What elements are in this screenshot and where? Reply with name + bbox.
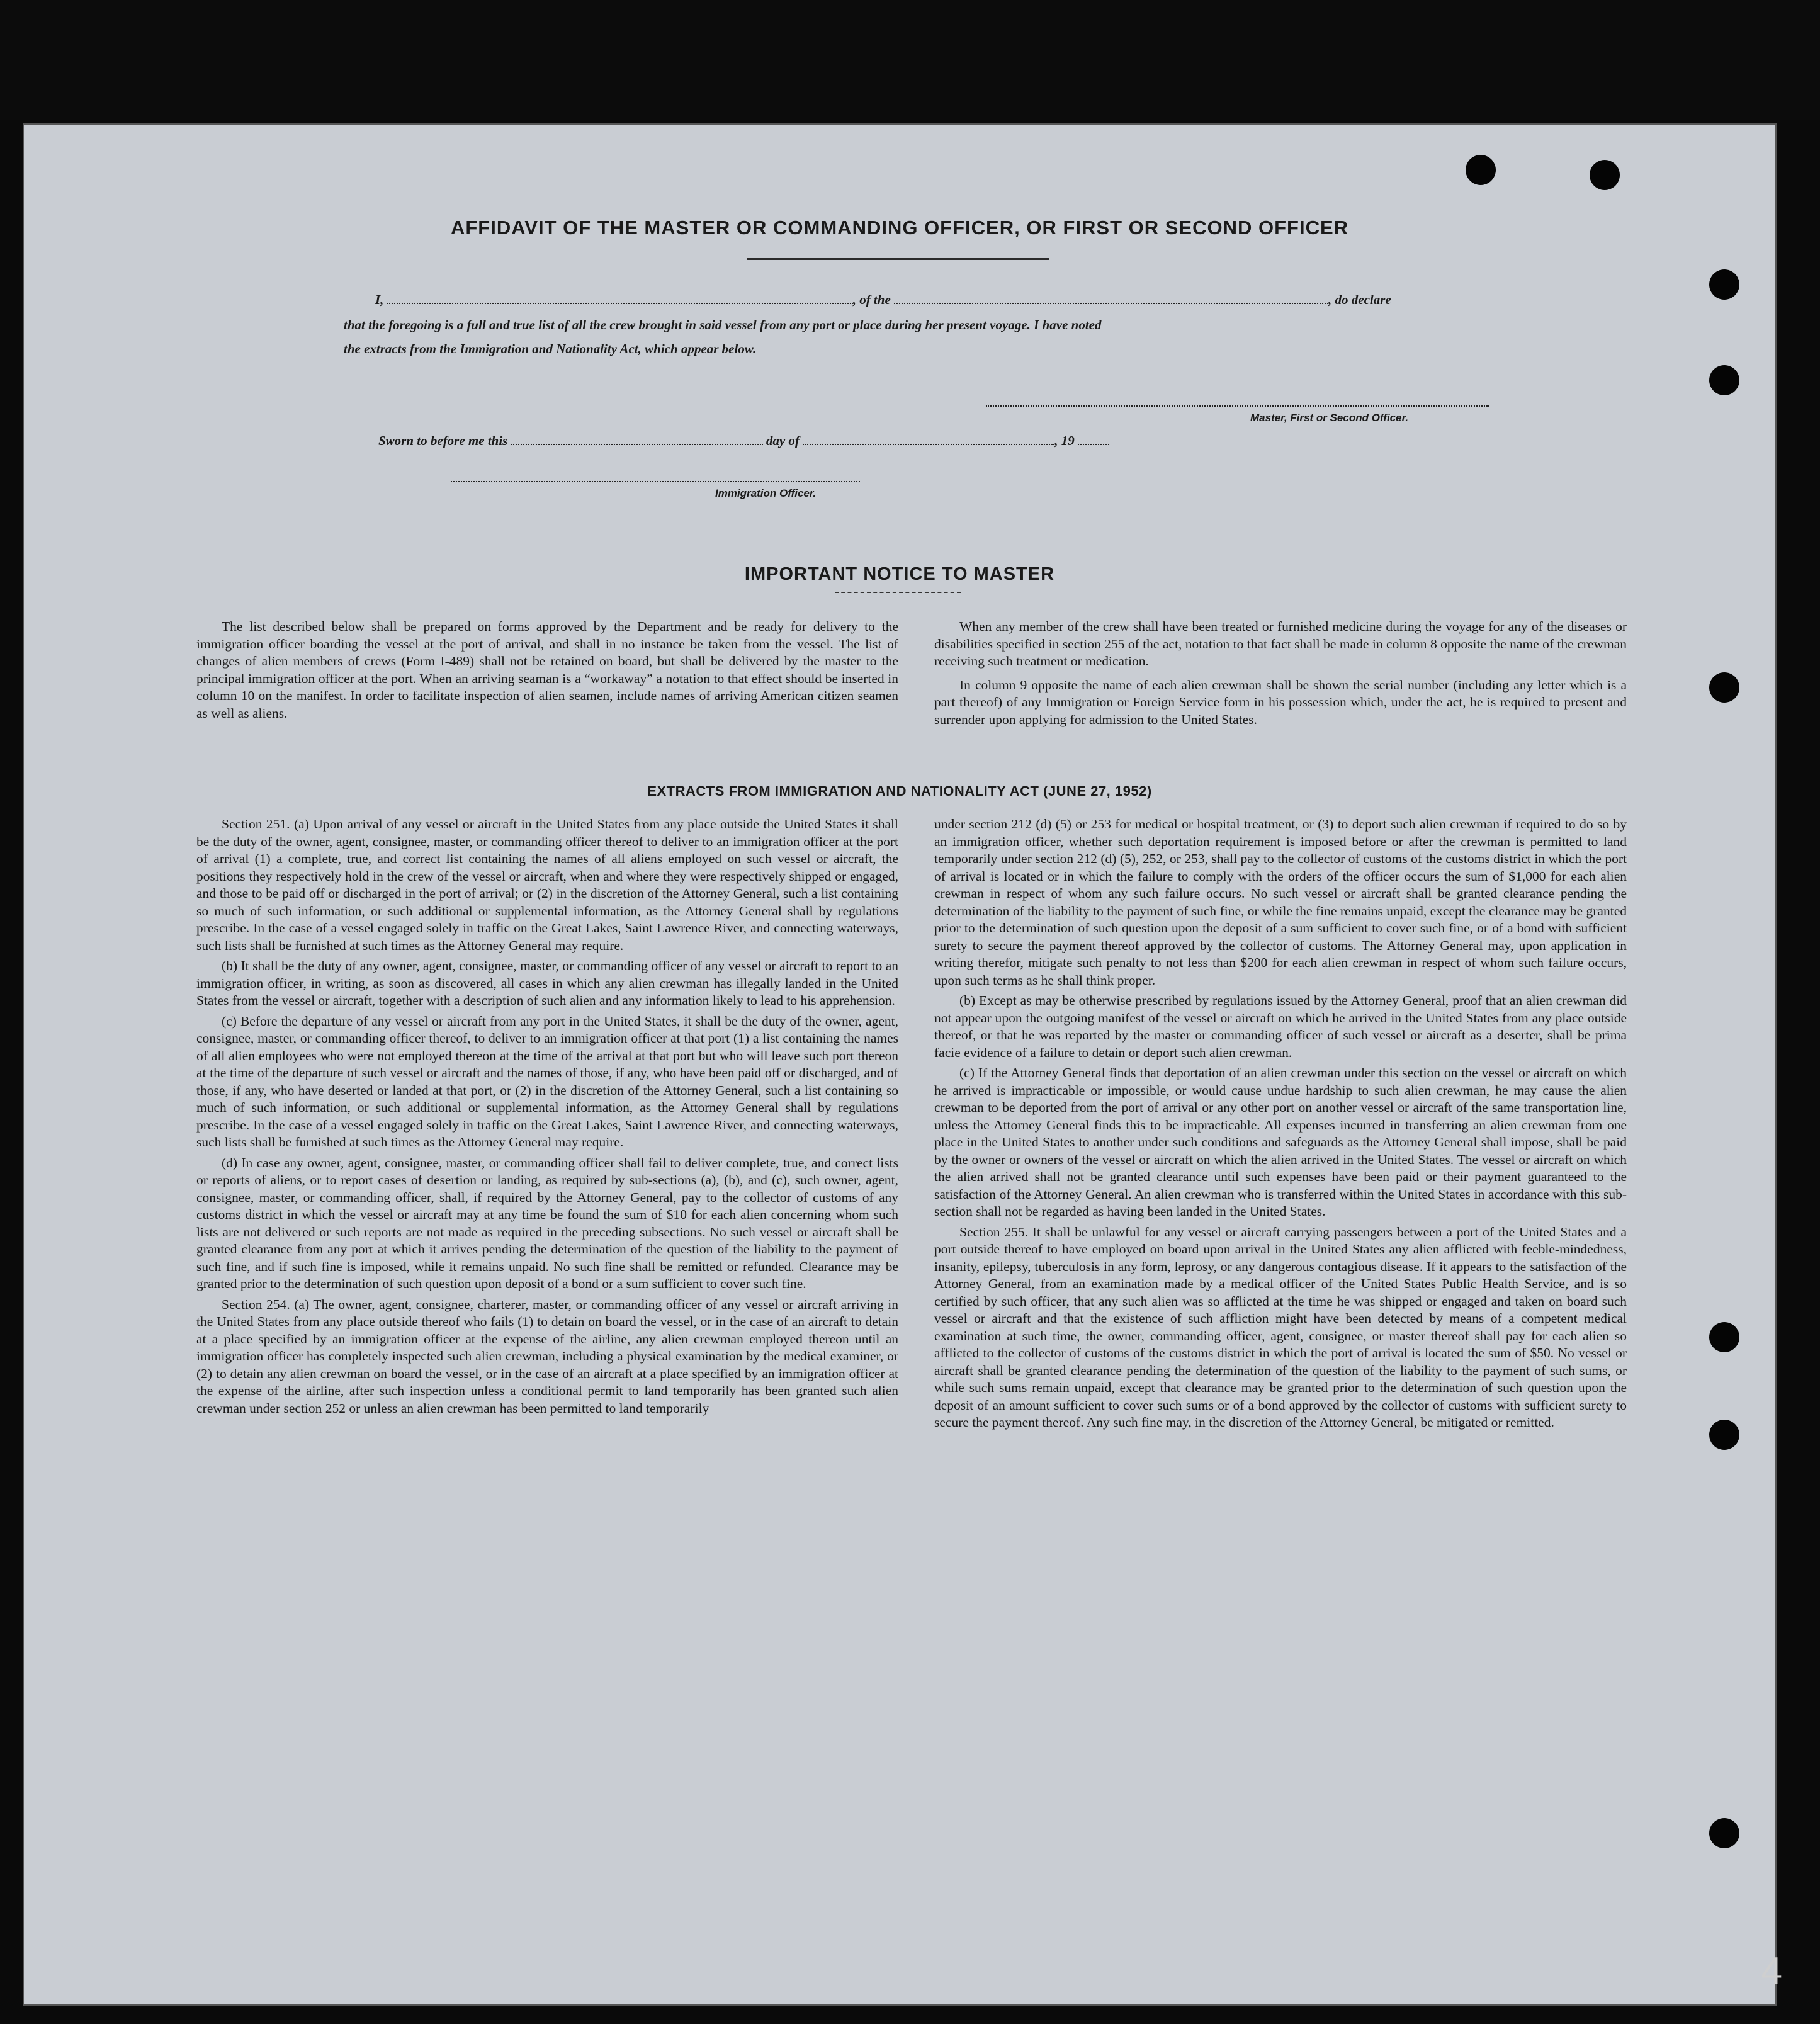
extracts-right-column xyxy=(934,816,1627,1435)
notice-right-paragraph-1: When any member of the crew shall have been treated or furnished medicine during the voyage for any of the diseases or disabilities specified in section 255 of the act, notation to that fact shall be made in column 8 opposite the name of the crewman receiving such treatment or medication. xyxy=(934,619,1627,669)
section-251-d: (d) In case any owner, agent, consignee, master, or commanding officer shall fail to deliver complete, true, and correct lists or reports of aliens, or to report cases of desertion or landing, as required by sub-sections (a), (b), and (c), such owner, agent, consignee, master, or commanding officer, shall, if required by the Attorney General, pay to the collector of customs of any customs district in which the vessel or aircraft may at any time be found the sum of $10 for each alien concerning whom such lists are not delivered or such reports are not made as required in the preceding subsections. No such vessel or aircraft shall be granted clearance from any port at which it arrives pending the determination of the question of the liability to the payment of such fine, and if such fine is imposed, while it remains unpaid. No such fine shall be remitted or refunded. Clearance may be granted prior to the determination of such question upon deposit of a bond or a sum sufficient to cover such fine. xyxy=(196,1155,898,1291)
section-254-b: (b) Except as may be otherwise prescribed by regulations issued by the Attorney General, proof that an alien crewman did not appear upon the outgoing manifest of the vessel or aircraft on which he arrived in the United States from any place outside thereof, or that he was reported by the master or commanding officer of such vessel or aircraft as a deserter, shall be prima facie evidence of a failure to detain or deport such alien crewman. xyxy=(934,993,1627,1060)
vessel-blank[interactable] xyxy=(894,302,1328,304)
sworn-line xyxy=(378,433,1109,449)
master-signature-line[interactable] xyxy=(986,405,1489,407)
affidavit-line1 xyxy=(375,292,1391,308)
document-sheet xyxy=(23,123,1777,2006)
punch-hole xyxy=(1709,269,1739,300)
affidavit-i: I, xyxy=(375,292,384,307)
section-254-c: (c) If the Attorney General finds that deportation of an alien crewman under this section on the vessel or aircraft on which he arrived is impracticable or impossible, or would cause undue hardship to such alien crewman, he may cause the alien crewman to be deported from the port of arrival or any other port on another vessel or aircraft of the same transportation line, unless the Attorney General finds this to be impracticable. All expenses incurred in transferring an alien crewman from one place in the United States to another under such conditions and safeguards as the Attorney General shall impose, shall be paid by the owner or owners of the vessel or aircraft on which the alien arrived in the United States. The vessel or aircraft on which the alien arrived shall not be granted clearance until such expenses have been paid or their payment guaranteed to the satisfaction of the Attorney General. An alien crewman who is transferred within the United States in accordance with this sub-section shall not be regarded as having been landed in the United States. xyxy=(934,1065,1627,1219)
sworn-year: , 19 xyxy=(1054,433,1075,448)
officer-caption: Immigration Officer. xyxy=(715,487,817,499)
punch-hole xyxy=(1709,1818,1739,1848)
section-255: Section 255. It shall be unlawful for any vessel or aircraft carrying passengers between a port of the United States and a port outside thereof to have employed on board upon arrival in the United States any alien afflicted with feeble-mindedness, insanity, epilepsy, tuberculosis in any form, leprosy, or any dangerous contagious disease. If it appears to the satisfaction of the Attorney General, from an examination made by a medical officer of the United States Public Health Service, and is so certified by such officer, that any such alien was so afflicted at the time he was shipped or engaged and taken on board such vessel or aircraft and that the existence of such affliction might have been detected by means of a competent medical examination at such time, the owner, commanding officer, agent, consignee, or master thereof shall pay for each alien so afflicted to the collector of customs of the customs district in which the port of arrival is located the sum of $50. No vessel or aircraft shall be granted clearance pending the determination of the question of the liability to the payment of such sums, or while such sums remain unpaid, except that clearance may be granted prior to the determination of such question upon the deposit of an amount sufficient to cover such sums or of a bond approved by the collector of customs with sufficient surety to secure the payment thereof. Any such fine may, in the discretion of the Attorney General, be mitigated or remitted. xyxy=(934,1224,1627,1430)
section-251-b: (b) It shall be the duty of any owner, agent, consignee, master, or commanding officer of any vessel or aircraft to report to an immigration officer, in writing, as soon as discovered, all cases in which any alien crewman has illegally landed in the United States from the vessel or aircraft, together with a description of such alien and any information likely to lead to his apprehension. xyxy=(196,958,898,1008)
notice-title: IMPORTANT NOTICE TO MASTER xyxy=(744,564,1055,584)
page-number-mark: 4 xyxy=(1761,1950,1782,1992)
punch-hole xyxy=(1466,155,1496,185)
affidavit-line2: that the foregoing is a full and true list of all the crew brought in said vessel from any port or place during her present voyage. I have noted xyxy=(344,317,1102,332)
section-251-a: Section 251. (a) Upon arrival of any vessel or aircraft in the United States from any place outside the United States it shall be the duty of the owner, agent, consignee, master, or commanding officer thereof to deliver to an immigration officer at the port of arrival (1) a complete, true, and correct list containing the names of all aliens employed on such vessel or aircraft, the positions they respectively hold in the crew of the vessel or aircraft, when and where they were respectively shipped or engaged, and those to be paid off or discharged in the port of arrival; or (2) in the discretion of the Attorney General, such a list containing so much of such information, or such additional or supplemental information, as the Attorney General shall by regulations prescribe. In the case of a vessel engaged solely in traffic on the Great Lakes, Saint Lawrence River, and connecting waterways, such lists shall be furnished at such times as the Attorney General may require. xyxy=(196,817,898,953)
section-251-c: (c) Before the departure of any vessel or aircraft from any port in the United States, it shall be the duty of the owner, agent, consignee, master, or commanding officer thereof, to deliver to an immigration officer at that port (1) a list containing the names of all alien employees who were not employed thereon at the time of the arrival at that port but who will leave such port thereon at the time of the departure of such vessel or aircraft and the names of those, if any, who have been paid off or discharged, and of those, if any, who have deserted or landed at that port, or (2) in the discretion of the Attorney General, such a list containing so much of such information, or such additional or supplemental information, as the Attorney General shall by regulations prescribe. In the case of a vessel engaged solely in traffic on the Great Lakes, Saint Lawrence River, and connecting waterways, such lists shall be furnished at such times as the Attorney General may require. xyxy=(196,1013,898,1150)
sworn-month-blank[interactable] xyxy=(803,443,1054,445)
affidavit-title: AFFIDAVIT OF THE MASTER OR COMMANDING OFFICER, OR FIRST OR SECOND OFFICER xyxy=(450,217,1349,239)
officer-signature-line[interactable] xyxy=(451,481,860,482)
master-caption: Master, First or Second Officer. xyxy=(1250,412,1408,424)
title-underline xyxy=(747,258,1049,260)
notice-right-column xyxy=(934,618,1627,732)
extracts-left-column xyxy=(196,816,898,1420)
name-blank[interactable] xyxy=(387,302,853,304)
punch-hole xyxy=(1590,160,1620,190)
affidavit-line3: the extracts from the Immigration and Nationality Act, which appear below. xyxy=(344,341,757,356)
sworn-day-blank[interactable] xyxy=(511,443,763,445)
extracts-title: EXTRACTS FROM IMMIGRATION AND NATIONALITY ACT (JUNE 27, 1952) xyxy=(647,783,1152,799)
punch-hole xyxy=(1709,365,1739,395)
punch-hole xyxy=(1709,1420,1739,1450)
sworn-day-of: day of xyxy=(766,433,800,448)
section-254-a-continued: under section 212 (d) (5) or 253 for medical or hospital treatment, or (3) to deport such alien crewman if required to do so by an immigration officer, whether such deportation requirement is imposed before or after the crewman is permitted to land temporarily under section 212 (d) (5), 252, or 253, shall pay to the collector of customs of the customs district in which the port of arrival is located or in which the failure to comply with the orders of the officer occurs the sum of $1,000 for each alien crewman in respect of whom any such failure occurs. No such vessel or aircraft shall be granted clearance pending the determination of the liability to the payment of such fine, or while the fine remains unpaid, except the clearance may be granted prior to the determination of such question upon the deposit of a sum sufficient to cover such fine, or of a bond with sufficient surety to secure the payment thereof approved by the collector of customs. The Attorney General may, upon application in writing therefor, mitigate such penalty to not less than $200 for each alien crewman in respect of whom such failure occurs, upon such terms as he shall think proper. xyxy=(934,817,1627,988)
notice-rule xyxy=(835,592,961,593)
punch-hole xyxy=(1709,672,1739,703)
section-254-a: Section 254. (a) The owner, agent, consignee, charterer, master, or commanding officer of any vessel or aircraft arriving in the United States from any place outside thereof who fails (1) to detain on board the vessel, or in the case of an aircraft to detain at a place specified by an immigration officer at the expense of the airline, any alien crewman employed thereon until an immigration officer has completely inspected such alien crewman, including a physical examination by the medical examiner, or (2) to detain any alien crewman on board the vessel, or in the case of an aircraft at a place specified by an immigration officer at the expense of the airline, after such inspection unless a conditional permit to land temporarily has been granted such alien crewman under section 252 or unless an alien crewman has been permitted to land temporarily xyxy=(196,1296,898,1416)
notice-right-paragraph-2: In column 9 opposite the name of each alien crewman shall be shown the serial number (including any letter which is a part thereof) of any Immigration or Foreign Service form in his possession which, under the act, he is required to present and surrender upon applying for admission to the United States. xyxy=(934,677,1627,727)
affidavit-of-the: , of the xyxy=(852,292,891,307)
notice-left-column xyxy=(196,618,898,725)
notice-left-paragraph: The list described below shall be prepared on forms approved by the Department and be ready for delivery to the immigration officer boarding the vessel at the port of arrival, and shall in no instance be taken from the vessel. The list of changes of alien members of crews (Form I-489) shall not be retained on board, but shall be delivered by the master to the principal immigration officer at the port. When an arriving seaman is a “workaway” a notation to that effect should be inserted in column 10 on the manifest. In order to facilitate inspection of alien seamen, include names of arriving American citizen seamen as well as aliens. xyxy=(196,619,898,721)
sworn-prefix: Sworn to before me this xyxy=(378,433,508,448)
punch-hole xyxy=(1709,1322,1739,1352)
affidavit-do-declare: , do declare xyxy=(1328,292,1391,307)
sworn-year-blank[interactable] xyxy=(1078,443,1109,445)
scan-border-top xyxy=(0,0,1820,120)
